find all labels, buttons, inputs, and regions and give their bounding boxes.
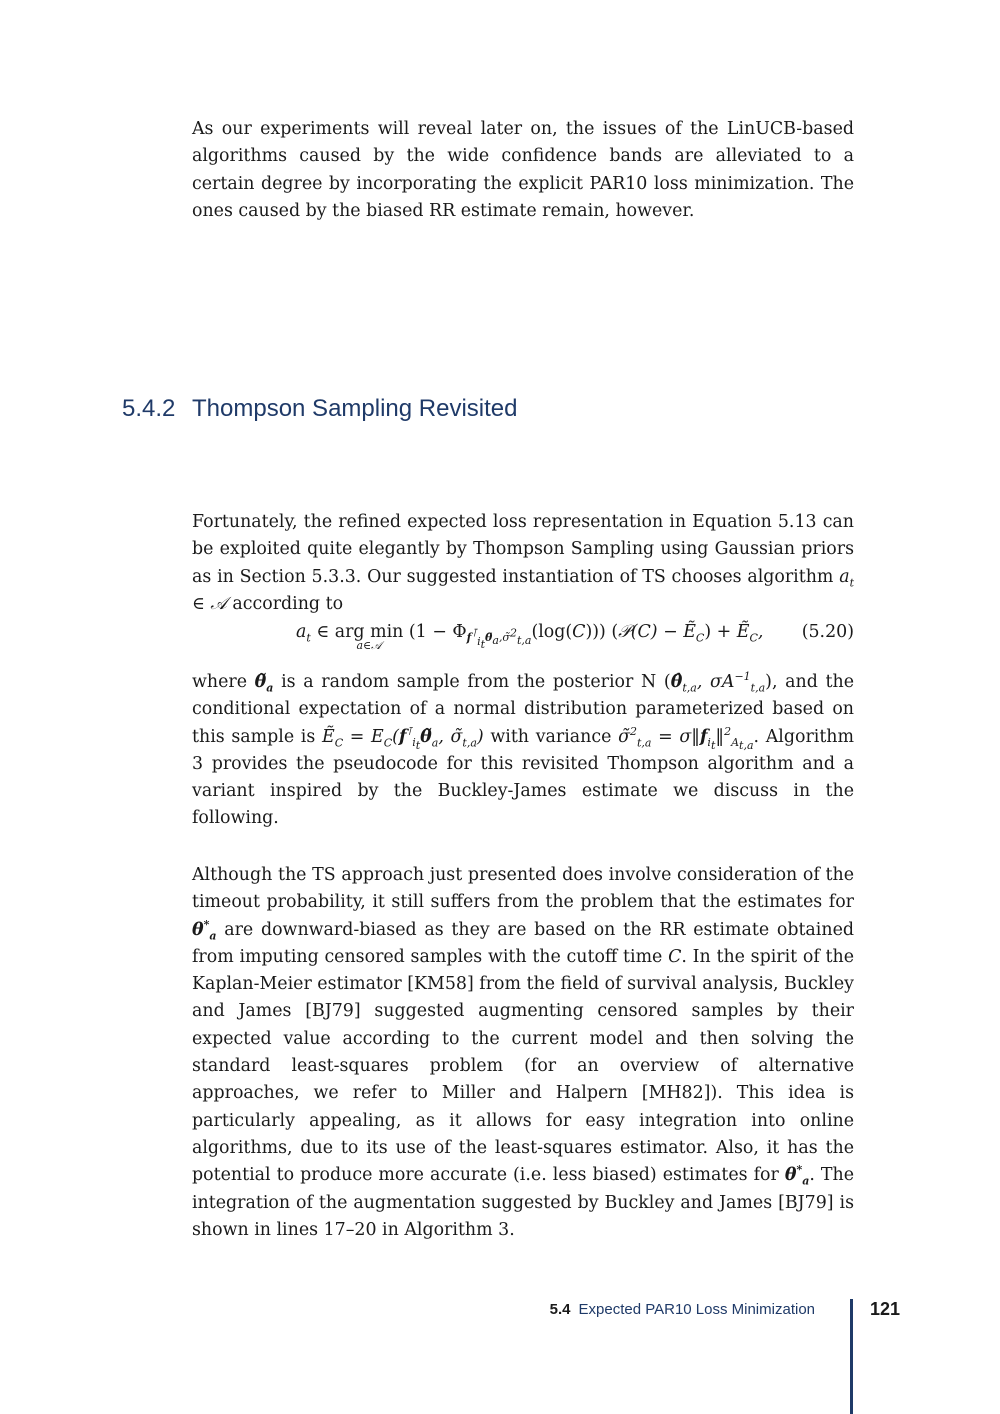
math-theta-tilde: $\thetã_a$ [254, 672, 274, 695]
paragraph-buckley-james: Although the TS approach just presented does involve consideration of the timeout probability, it still suffers from the problem that the estimates for $\theta^*_a$ are downward-biased as they are based on the RR estimate obtained from imputing censored samples with the cutoff time C. In the spirit of the Kaplan-Meier estimator [KM58] from the field of survival analysis, Buckley and James [BJ79] suggested augmenting censored samples by their expected value according to the current model and then solving the standard least-squares problem (for an overview of alternative approaches, we refer to Miller and Halpern [MH82]). This idea is particularly appealing, as it allows for easy integration into online algorithms, due to its use of the least-squares estimator. Also, it has the potential to produce more accurate (i.e. less biased) estimates for $\theta^*_a$. The integration of the augmentation suggested by Buckley and James [BJ79] is shown in lines 17–20 in Algorithm 3. [192, 865, 855, 1240]
footer-rule [850, 1299, 853, 1414]
math-cutoff-C: C [668, 946, 682, 967]
paragraph-posterior: where $\thetã_a$ is a random sample from the posterior N ($\thetâ_{t,a}$, $\sigma A^{-1}_{t,a}$), and the conditional expectation of a normal distribution parameterized based on this sample is Ẽ$_C$ = $E_C(f^⊺_{i_t}\thetã_a$, $\sigmã_{t,a}$) with variance σ̃$^2_{t,a}$ = $\sigma‖f_{i_t}‖^2_{A_{t,a}}$. Algorithm 3 provides the pseudocode for this revisited Thompson algorithm and a variant inspired by the Buckley-James estimate we discuss in the following. [192, 670, 855, 829]
paragraph-ts: Fortunately, the refined expected loss representation in Equation 5.13 can be exploited quite elegantly by Thompson Sampling using Gaussian priors as in Section 5.3.3. Our suggested instantiation of TS chooses algorithm $a_t$ ∈ 𝒜 according to [192, 512, 854, 614]
equation-5-20 [192, 618, 854, 658]
math-variance: σ̃$^2_{t,a}$ = $\sigma‖f_{i_t}‖^2_{A_{t,a}}$ [618, 724, 754, 753]
math-normal-dist: N ($\thetâ_{t,a}$, $\sigma A^{-1}_{t,a}$) [641, 670, 772, 695]
footer-section-title: Expected PAR10 Loss Minimization [578, 1301, 815, 1318]
section-number: 5.4.2 [122, 395, 176, 422]
footer-section [550, 1301, 815, 1318]
paragraph-intro: As our experiments will reveal later on, the issues of the LinUCB-based algorithms caused by the wide confidence bands are alleviated to a certain degree by incorporating the explicit PAR10 loss minimization. The ones caused by the biased RR estimate remain, however. [192, 119, 854, 221]
section-heading [122, 395, 518, 423]
section-title: Thompson Sampling Revisited [192, 395, 518, 422]
page-number: 121 [870, 1299, 901, 1319]
math-theta-star: $\theta^*_a$ [192, 917, 217, 943]
footer-section-number: 5.4 [549, 1301, 571, 1318]
equation-body: $a_t$ ∈ arg min a∈𝒜 $(1 - \Phi_{f^⊺_{i_t}\thetã_a,\sigmã^2_{t,a}}(\log(C)))$ (𝒫(C) − Ẽ$_C$) + Ẽ$_C$, [296, 622, 764, 652]
math-at-in-A: $a_t$ ∈ 𝒜 [192, 566, 854, 614]
math-expectation: Ẽ$_C$ = $E_C(f^⊺_{i_t}\thetã_a$, $\sigmã_{t,a}$) [321, 724, 484, 753]
equation-number: (5.20) [801, 622, 854, 642]
math-theta-star-2: $\theta^*_a$ [784, 1163, 810, 1188]
